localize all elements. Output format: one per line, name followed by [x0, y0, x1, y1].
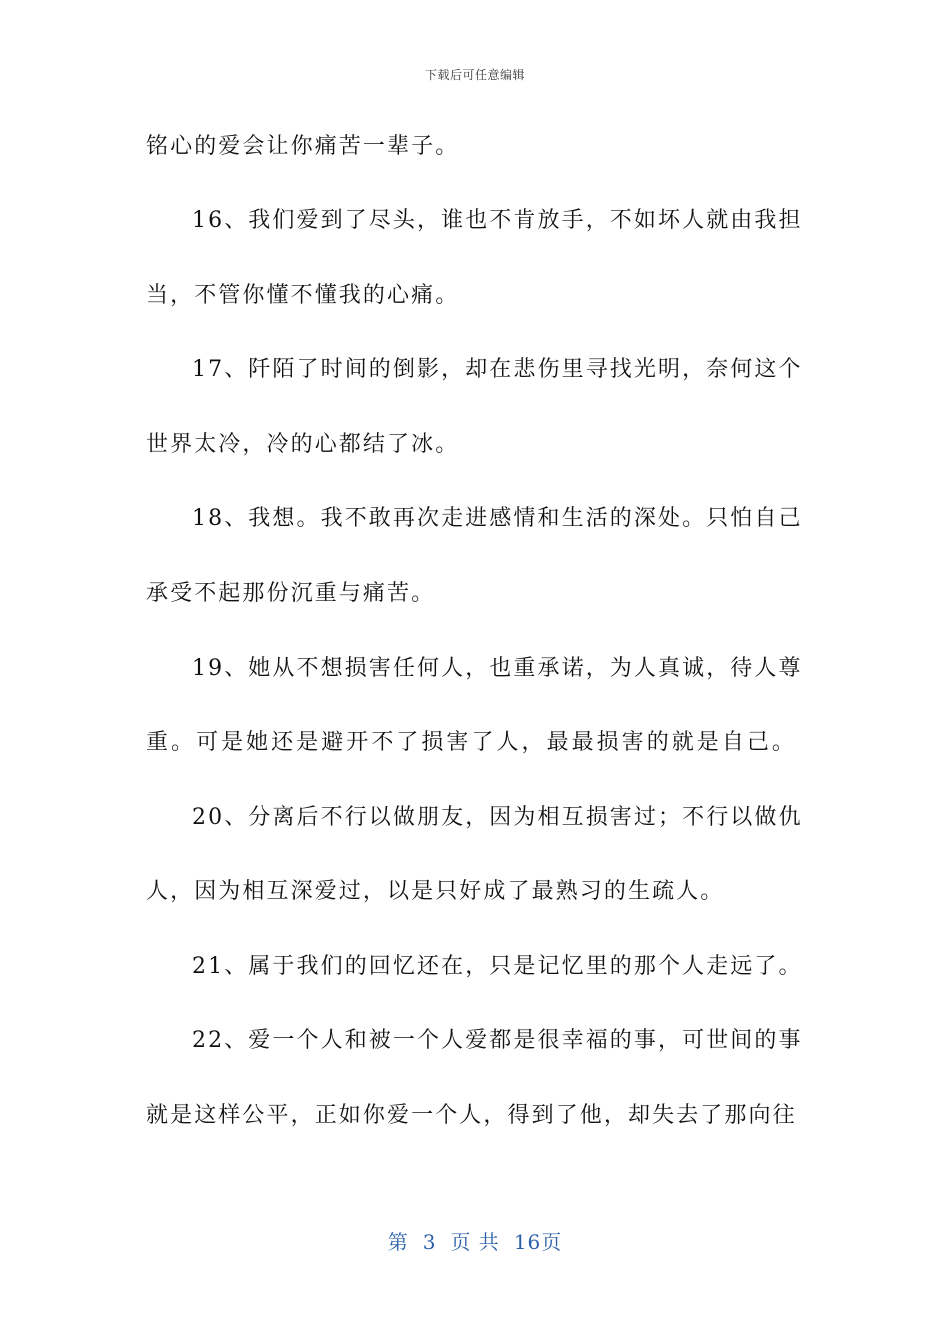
text-line: 18、我想。我不敢再次走进感情和生活的深处。只怕自己	[192, 506, 803, 531]
page-number-footer	[0, 1226, 950, 1255]
text-line: 20、分离后不行以做朋友，因为相互损害过；不行以做仇	[192, 805, 803, 830]
text-line: 世界太冷，冷的心都结了冰。	[146, 432, 460, 457]
current-page-number: 3	[422, 1230, 437, 1254]
text-line: 铭心的爱会让你痛苦一辈子。	[146, 134, 460, 159]
text-line: 就是这样公平，正如你爱一个人，得到了他，却失去了那向往	[146, 1103, 797, 1128]
total-pages-number: 16	[513, 1230, 542, 1254]
text-line: 16、我们爱到了尽头，谁也不肯放手，不如坏人就由我担	[192, 208, 803, 233]
footer-suffix: 页	[541, 1230, 563, 1254]
text-line: 21、属于我们的回忆还在，只是记忆里的那个人走远了。	[192, 954, 803, 979]
text-line: 承受不起那份沉重与痛苦。	[146, 581, 436, 606]
footer-middle: 页 共	[450, 1230, 500, 1254]
footer-prefix: 第	[387, 1230, 409, 1254]
text-line: 17、阡陌了时间的倒影，却在悲伤里寻找光明，奈何这个	[192, 357, 803, 382]
text-line: 19、她从不想损害任何人，也重承诺，为人真诚，待人尊	[192, 656, 803, 681]
header-note: 下载后可任意编辑	[424, 68, 525, 82]
text-line: 22、爱一个人和被一个人爱都是很幸福的事，可世间的事	[192, 1028, 803, 1053]
text-line: 重。可是她还是避开不了损害了人，最最损害的就是自己。	[146, 730, 796, 755]
text-line: 当，不管你懂不懂我的心痛。	[146, 283, 460, 308]
text-line: 人，因为相互深爱过，以是只好成了最熟习的生疏人。	[146, 879, 725, 904]
